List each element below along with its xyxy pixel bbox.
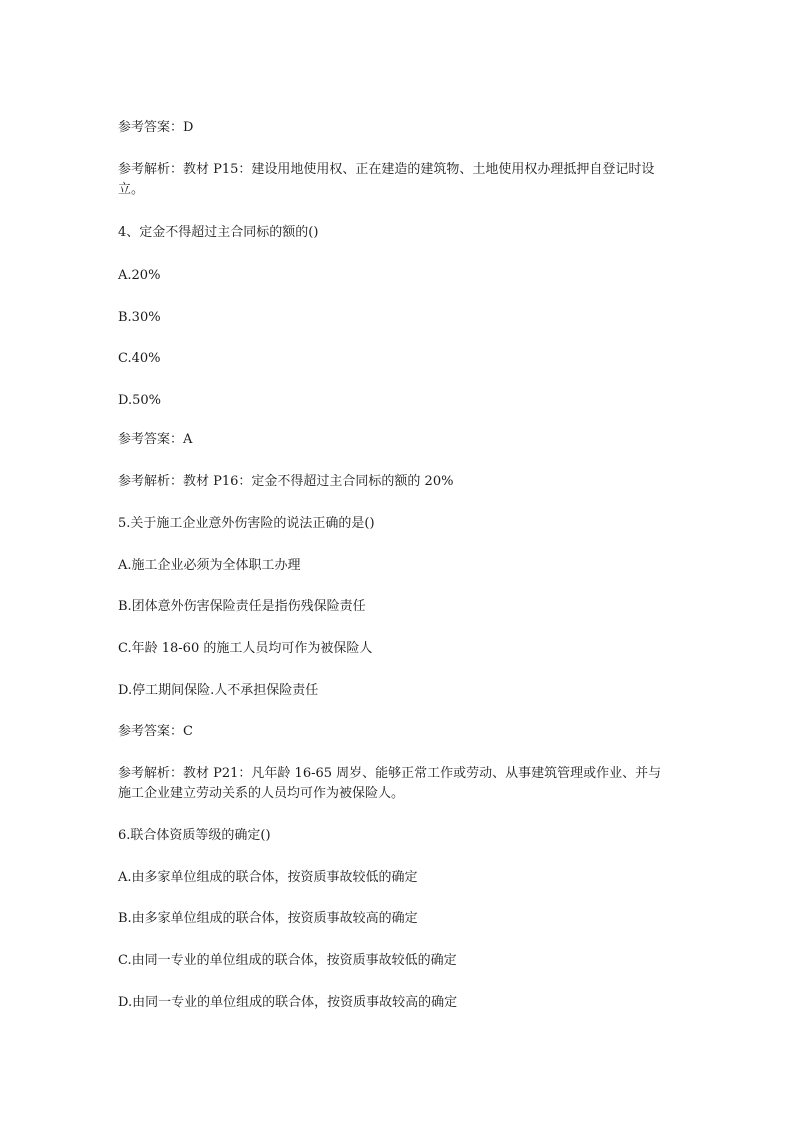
q4-option-a: A.20% — [118, 268, 161, 283]
q5-question: 5.关于施工企业意外伤害险的说法正确的是() — [118, 516, 375, 531]
q4-option-d: D.50% — [118, 393, 161, 408]
q4-analysis: 参考解析：教材 P16：定金不得超过主合同标的额的 20% — [118, 474, 454, 489]
q4-question: 4、定金不得超过主合同标的额的() — [118, 225, 319, 240]
q6-option-d: D.由同一专业的单位组成的联合体，按资质事故较高的确定 — [118, 995, 458, 1010]
q4-option-c: C.40% — [118, 351, 161, 366]
q3-answer: 参考答案：D — [118, 120, 194, 135]
q5-option-d: D.停工期间保险.人不承担保险责任 — [118, 683, 319, 698]
q4-answer: 参考答案：A — [118, 432, 193, 447]
q6-option-a: A.由多家单位组成的联合体，按资质事故较低的确定 — [118, 870, 418, 885]
q5-answer: 参考答案：C — [118, 724, 193, 739]
q5-analysis: 参考解析：教材 P21：凡年龄 16-65 周岁、能够正常工作或劳动、从事建筑管理或作业、并与施工企业建立劳动关系的人员均可作为被保险人。 — [118, 766, 662, 801]
q6-question: 6.联合体资质等级的确定() — [118, 828, 271, 843]
q6-option-c: C.由同一专业的单位组成的联合体，按资质事故较低的确定 — [118, 953, 457, 968]
q4-option-b: B.30% — [118, 310, 161, 325]
q5-option-b: B.团体意外伤害保险责任是指伤残保险责任 — [118, 599, 366, 614]
q5-option-c: C.年龄 18-60 的施工人员均可作为被保险人 — [118, 641, 373, 656]
q6-option-b: B.由多家单位组成的联合体，按资质事故较高的确定 — [118, 911, 418, 926]
q5-option-a: A.施工企业必须为全体职工办理 — [118, 558, 301, 573]
q3-analysis: 参考解析：教材 P15：建设用地使用权、正在建造的建筑物、土地使用权办理抵押自登记时设立。 — [118, 162, 655, 197]
